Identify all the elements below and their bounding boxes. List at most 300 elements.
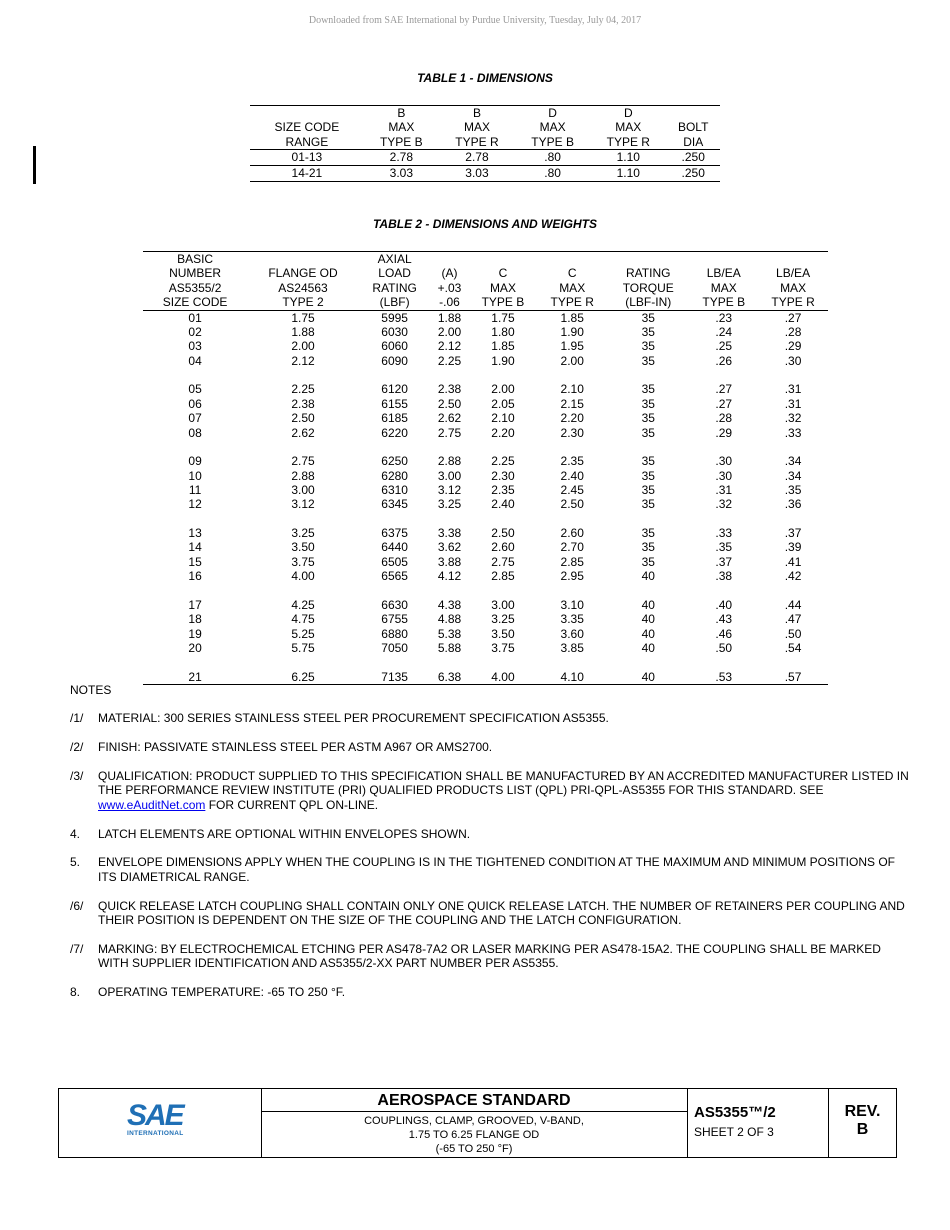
table-cell: 35	[641, 325, 655, 340]
table-cell: 3.50	[491, 626, 515, 641]
table-cell: 3.25	[491, 612, 515, 627]
note-text	[98, 740, 910, 754]
table-cell: 2.45	[560, 483, 584, 498]
table-cell: .80	[515, 150, 590, 166]
table-row	[143, 497, 828, 511]
table-cell: 35	[641, 411, 655, 426]
table-header-row	[143, 295, 828, 310]
table-cell: .28	[715, 411, 733, 426]
table-header-cell: +.03	[437, 280, 462, 295]
table-cell: 35	[641, 339, 655, 354]
table-cell: 2.30	[491, 468, 515, 483]
table-cell: .30	[715, 468, 733, 483]
table-cell: 6310	[381, 483, 408, 498]
table-cell: .47	[784, 612, 802, 627]
table-cell: .37	[715, 554, 733, 569]
table-cell: .38	[715, 569, 733, 584]
note-item	[70, 899, 910, 928]
table-cell: .43	[715, 612, 733, 627]
table-cell: 40	[641, 626, 655, 641]
table-cell: .33	[784, 425, 802, 440]
table-cell: 2.62	[437, 411, 462, 426]
table-cell: 3.03	[439, 166, 515, 182]
table-cell: 40	[641, 597, 655, 612]
table-cell: 1.10	[590, 166, 666, 182]
table-cell: 2.62	[291, 425, 315, 440]
table-cell: .50	[715, 641, 733, 656]
table-header-cell: SIZE CODE	[274, 120, 340, 135]
table-cell: 3.00	[437, 468, 462, 483]
table-cell: 1.85	[491, 339, 515, 354]
table-cell: 2.00	[291, 339, 315, 354]
table-header-cell: B	[472, 106, 481, 120]
table-cell: 6630	[381, 597, 408, 612]
note-item	[70, 769, 910, 812]
note-number: 8.	[70, 985, 81, 1000]
table-cell: 3.50	[291, 540, 315, 555]
note-text-body: QUICK RELEASE LATCH COUPLING SHALL CONTAIN ONLY ONE QUICK RELEASE LATCH. THE NUMBER OF RETAINERS PER COUPLING AND THEIR POSITION IS DEPENDENT ON THE SIZE OF THE COUPLING AND THE LATCH CONFIGURATION.	[98, 898, 905, 928]
table-cell: .250	[666, 150, 720, 166]
table-cell: 07	[188, 411, 202, 426]
note-text-body: LATCH ELEMENTS ARE OPTIONAL WITHIN ENVELOPES SHOWN.	[98, 826, 471, 841]
table-cell: 2.60	[491, 540, 515, 555]
table-cell: .31	[715, 483, 733, 498]
standard-heading: AEROSPACE STANDARD	[261, 1089, 687, 1112]
note-text	[98, 985, 910, 999]
table-cell: .27	[784, 310, 802, 325]
table-cell: 6755	[381, 612, 408, 627]
table-header-cell: D	[548, 106, 557, 120]
note-text-body: MATERIAL: 300 SERIES STAINLESS STEEL PER PROCUREMENT SPECIFICATION AS5355.	[98, 711, 609, 726]
table-header-cell: (A)	[441, 266, 458, 281]
table-cell: 2.88	[291, 468, 315, 483]
table-cell: 2.05	[491, 396, 515, 411]
table-header-cell: TYPE R	[439, 135, 515, 150]
note-text	[98, 942, 910, 971]
table-header-row	[250, 135, 720, 150]
table-row	[143, 641, 828, 655]
note-text-body: MARKING: BY ELECTROCHEMICAL ETCHING PER AS478-7A2 OR LASER MARKING PER AS478-15A2. THE COUPLING SHALL BE MARKED WITH SUPPLIER IDENTIFICATION AND AS5355/2-XX PART NUMBER PER AS5355.	[98, 941, 881, 971]
table-header-cell: TYPE R	[758, 295, 828, 310]
table-cell: 03	[188, 339, 202, 354]
table-cell: 2.60	[560, 526, 584, 541]
table-cell: .30	[715, 454, 733, 469]
table-cell: 2.50	[291, 411, 315, 426]
table-cell: .34	[784, 468, 802, 483]
table-cell: 35	[641, 310, 655, 325]
table-header-cell: LB/EA	[706, 266, 741, 281]
table-cell: 3.03	[364, 166, 439, 182]
table-cell: 2.95	[560, 569, 584, 584]
table-cell: .31	[784, 382, 802, 397]
table-cell: 18	[188, 612, 202, 627]
table-cell: 3.75	[291, 554, 315, 569]
note-number: 5.	[70, 855, 81, 870]
table-header-cell: BASIC	[177, 252, 214, 266]
table-cell: 19	[188, 626, 202, 641]
table-cell: 3.25	[291, 526, 315, 541]
table-cell: .32	[784, 411, 802, 426]
table-cell: 2.85	[560, 554, 584, 569]
table-cell: 35	[641, 497, 655, 512]
table-cell: .28	[784, 325, 802, 340]
table-cell: 1.95	[560, 339, 584, 354]
table-row	[143, 540, 828, 554]
table-header-cell: TYPE B	[364, 135, 439, 150]
table-cell: 3.88	[437, 554, 462, 569]
table-cell: 2.38	[291, 396, 315, 411]
table-header-cell	[250, 106, 364, 121]
table-header-cell	[758, 252, 828, 267]
note-text	[98, 711, 910, 725]
table-row	[143, 368, 828, 397]
table-cell: 1.90	[491, 353, 515, 368]
table-cell: .34	[784, 454, 802, 469]
note-number: /2/	[70, 740, 84, 755]
table-cell: .33	[715, 526, 733, 541]
note-item	[70, 985, 910, 999]
table-cell: 6220	[381, 425, 408, 440]
table-cell: 6565	[381, 569, 408, 584]
subtitle-line: 1.75 TO 6.25 FLANGE OD	[408, 1129, 540, 1141]
table-cell: 4.00	[291, 569, 315, 584]
table-cell: 06	[188, 396, 202, 411]
table-cell: 35	[641, 540, 655, 555]
table-row	[143, 426, 828, 440]
table-cell: .26	[715, 353, 733, 368]
table-header-cell: MAX	[539, 120, 566, 135]
table-cell: 21	[188, 669, 202, 684]
table-header-cell: MAX	[388, 120, 415, 135]
table-cell: .57	[784, 669, 802, 684]
table-cell: 4.75	[291, 612, 315, 627]
table-header-cell: AS24563	[278, 280, 328, 295]
table-cell: 2.50	[437, 396, 462, 411]
table-row	[143, 411, 828, 425]
table-cell: 3.00	[491, 597, 515, 612]
table-header-cell: AXIAL	[377, 252, 412, 266]
table-cell: 2.88	[437, 454, 462, 469]
table-header-cell: (LBF)	[359, 295, 431, 310]
table-header-cell: D	[623, 106, 633, 120]
table-cell: 3.60	[560, 626, 584, 641]
table-cell: 3.12	[291, 497, 315, 512]
table-cell: 1.75	[291, 310, 315, 325]
table-cell: 01	[188, 310, 202, 325]
table-cell: 35	[641, 454, 655, 469]
table-cell: 2.00	[437, 325, 462, 340]
table-header-cell: FLANGE OD	[268, 266, 338, 281]
table-cell: .27	[715, 396, 733, 411]
note-number: /1/	[70, 711, 84, 726]
table-cell: .24	[715, 325, 733, 340]
table-cell: 6.25	[291, 669, 315, 684]
table-cell: 1.88	[437, 310, 462, 325]
table-cell: 2.15	[560, 396, 584, 411]
table-header-row	[143, 281, 828, 295]
table-cell: 40	[641, 612, 655, 627]
table-cell: 5.38	[437, 626, 462, 641]
table-cell: 11	[188, 483, 202, 498]
table-cell: 35	[641, 425, 655, 440]
table-cell: 6.38	[437, 669, 462, 684]
table-row	[250, 150, 720, 166]
table-header-cell: MAX	[489, 280, 516, 295]
table-cell: 5.75	[291, 641, 315, 656]
table-cell: 6060	[381, 339, 408, 354]
table-cell: 6155	[381, 396, 408, 411]
table-cell: 6880	[381, 626, 408, 641]
table-cell: 2.20	[560, 411, 584, 426]
table-cell: .23	[715, 310, 733, 325]
table-cell: 3.85	[560, 641, 584, 656]
table2-title: TABLE 2 - DIMENSIONS AND WEIGHTS	[372, 217, 597, 231]
table-header-cell: MAX	[780, 280, 807, 295]
table-cell: 40	[641, 669, 655, 684]
table-cell: 2.35	[491, 483, 515, 498]
table-header-cell: RATING	[372, 280, 417, 295]
table-row	[143, 627, 828, 641]
table-cell: 4.00	[491, 669, 515, 684]
sae-logo-cell	[59, 1089, 262, 1157]
note-number: 4.	[70, 826, 81, 841]
table-cell: 10	[188, 468, 202, 483]
title-block	[58, 1088, 897, 1158]
table-cell: .42	[784, 569, 802, 584]
table-row	[143, 397, 828, 411]
table-cell: .29	[715, 425, 733, 440]
table-cell: 2.40	[560, 468, 584, 483]
table-cell: 2.25	[437, 353, 462, 368]
table-cell: 3.38	[437, 526, 462, 541]
table-cell: 2.00	[491, 382, 515, 397]
table-cell: 2.75	[437, 425, 462, 440]
table-header-cell: -.06	[430, 295, 468, 310]
table-cell: 35	[641, 396, 655, 411]
table-header-cell: C	[567, 266, 577, 281]
table-header-cell: RANGE	[250, 135, 364, 150]
table-cell: 2.85	[491, 569, 515, 584]
table-cell: 6250	[381, 454, 408, 469]
table-header-cell	[537, 252, 607, 267]
table-cell: 35	[641, 468, 655, 483]
table-cell: .80	[515, 166, 590, 182]
table-cell: 3.75	[491, 641, 515, 656]
table-header-cell: SIZE CODE	[143, 295, 247, 310]
table-row	[250, 166, 720, 182]
sae-logo	[127, 1101, 193, 1137]
table-cell: 6505	[381, 554, 408, 569]
qpl-link[interactable]: www.eAuditNet.com	[98, 797, 206, 812]
table-header-cell: MAX	[463, 120, 490, 135]
table-header-cell	[666, 106, 720, 121]
table-cell: 05	[188, 382, 202, 397]
table-cell: .53	[715, 669, 733, 684]
standard-subtitle	[261, 1112, 687, 1156]
table-cell: .31	[784, 396, 802, 411]
table-cell: 14	[188, 540, 202, 555]
table-cell: 6280	[381, 468, 408, 483]
table-header-cell	[607, 252, 689, 267]
table-cell: .30	[784, 353, 802, 368]
notes-list	[70, 711, 910, 999]
table-header-cell: TYPE B	[689, 295, 758, 310]
table-row	[143, 512, 828, 541]
table-cell: 2.25	[491, 454, 515, 469]
revision-value: B	[856, 1121, 869, 1138]
table-cell: 2.25	[291, 382, 315, 397]
table-header-cell: TORQUE	[622, 280, 674, 295]
table-cell: 04	[188, 353, 202, 368]
table-header-row	[143, 252, 828, 267]
table-header-cell: LB/EA	[776, 266, 811, 281]
table-cell: 3.00	[291, 483, 315, 498]
note-text	[98, 769, 910, 812]
table-cell: 4.88	[437, 612, 462, 627]
table-cell: 4.10	[560, 669, 584, 684]
note-text-body: OPERATING TEMPERATURE: -65 TO 250 °F.	[98, 985, 346, 1000]
table-cell: 08	[188, 425, 202, 440]
table-cell: 09	[188, 454, 202, 469]
table-cell: 35	[641, 554, 655, 569]
table-cell: .35	[715, 540, 733, 555]
table-cell: 7050	[381, 641, 408, 656]
table-header-cell: TYPE R	[537, 295, 607, 310]
table-header-row	[250, 120, 720, 134]
table-cell: .41	[784, 554, 802, 569]
table-cell: 4.12	[437, 569, 462, 584]
notes-section	[70, 683, 910, 1014]
table-cell: 6120	[381, 382, 408, 397]
table-header-cell: DIA	[666, 135, 720, 150]
table-row	[143, 354, 828, 368]
subtitle-line: COUPLINGS, CLAMP, GROOVED, V-BAND,	[364, 1115, 584, 1127]
note-text	[98, 899, 910, 928]
table-cell: 13	[188, 526, 202, 541]
table-cell: 14-21	[250, 166, 364, 182]
table-row	[143, 440, 828, 469]
subtitle-line: (-65 TO 250 °F)	[435, 1143, 513, 1155]
table-cell: 2.78	[439, 150, 515, 166]
table-row	[143, 569, 828, 583]
table-cell: 1.90	[560, 325, 584, 340]
table-cell: .44	[784, 597, 802, 612]
table-cell: .250	[666, 166, 720, 182]
table-cell: 2.10	[491, 411, 515, 426]
note-number: /3/	[70, 769, 84, 783]
table-cell: 2.12	[291, 353, 315, 368]
note-text-body: FINISH: PASSIVATE STAINLESS STEEL PER ASTM A967 OR AMS2700.	[98, 740, 493, 755]
table-header-cell: BOLT	[677, 120, 709, 135]
notes-heading: NOTES	[70, 683, 112, 697]
table-header-cell: AS5355/2	[168, 280, 222, 295]
table-cell: 40	[641, 569, 655, 584]
table-cell: 2.38	[437, 382, 462, 397]
table-cell: 35	[641, 353, 655, 368]
table-header-cell: TYPE 2	[247, 295, 359, 310]
table-cell: 2.12	[437, 339, 462, 354]
table-cell: .25	[715, 339, 733, 354]
table-row	[143, 310, 828, 325]
table-cell: .46	[715, 626, 733, 641]
table-cell: 35	[641, 526, 655, 541]
table-row	[143, 656, 828, 685]
note-item	[70, 855, 910, 884]
table-header-cell: TYPE B	[469, 295, 538, 310]
note-number: /6/	[70, 898, 84, 913]
table-cell: 12	[188, 497, 202, 512]
note-text-body: ENVELOPE DIMENSIONS APPLY WHEN THE COUPLING IS IN THE TIGHTENED CONDITION AT THE MAXIMUM AND MINIMUM POSITIONS OF ITS DIAMETRICAL RANGE.	[98, 855, 896, 884]
table2-dimensions-weights	[143, 251, 828, 685]
table-header-cell	[430, 252, 468, 267]
table-cell: 1.80	[491, 325, 515, 340]
note-item	[70, 827, 910, 841]
table-header-cell: B	[397, 106, 406, 120]
table-header-cell	[689, 252, 758, 267]
table-cell: 2.75	[291, 454, 315, 469]
table-row	[143, 584, 828, 613]
table-cell: .50	[784, 626, 802, 641]
table-header-cell: RATING	[626, 266, 671, 281]
table-cell: 6090	[381, 353, 408, 368]
table-cell: 5.88	[437, 641, 462, 656]
table-cell: 35	[641, 483, 655, 498]
table-cell: 20	[188, 641, 202, 656]
table-cell: .54	[784, 641, 802, 656]
table-header-cell: MAX	[559, 280, 586, 295]
table-cell: 40	[641, 641, 655, 656]
table-cell: 2.30	[560, 425, 584, 440]
table-cell: 2.70	[560, 540, 584, 555]
table-cell: 17	[188, 597, 202, 612]
note-item	[70, 740, 910, 754]
table-cell: 2.40	[491, 497, 515, 512]
table-cell: 6440	[381, 540, 408, 555]
table-cell: 1.88	[291, 325, 315, 340]
table-header-cell	[247, 252, 359, 267]
table-cell: .37	[784, 526, 802, 541]
note-item	[70, 711, 910, 725]
revision-change-bar	[33, 146, 36, 184]
table-header-cell: MAX	[615, 120, 642, 135]
table-cell: 6185	[381, 411, 408, 426]
sae-logo-subtext: INTERNATIONAL	[127, 1130, 184, 1137]
note-text-body: QUALIFICATION: PRODUCT SUPPLIED TO THIS SPECIFICATION SHALL BE MANUFACTURED BY AN ACCREDITED MANUFACTURER LISTED IN THE PERFORMANCE REVIEW INSTITUTE (PRI) QUALIFIED PRODUCTS LIST (QPL) PRI-QPL-AS5355 FOR THIS STANDARD. SEE	[98, 769, 909, 798]
table-cell: 2.78	[364, 150, 439, 166]
revision-label: REV.	[844, 1103, 881, 1120]
table-row	[143, 469, 828, 483]
table-cell: 7135	[381, 669, 408, 684]
table-header-cell: LOAD	[378, 266, 411, 281]
table-cell: 4.25	[291, 597, 315, 612]
table-cell: 3.62	[437, 540, 462, 555]
table1-title: TABLE 1 - DIMENSIONS	[417, 71, 553, 85]
table-row	[143, 339, 828, 353]
table-cell: 3.12	[437, 483, 462, 498]
sae-logo-mark: SAE	[127, 1099, 183, 1132]
table-row	[143, 612, 828, 626]
table-cell: 2.50	[560, 497, 584, 512]
table-cell: 5.25	[291, 626, 315, 641]
table-cell: 6375	[381, 526, 408, 541]
table-cell: 4.38	[437, 597, 462, 612]
table-cell: 15	[188, 554, 202, 569]
table-cell: 2.00	[560, 353, 584, 368]
table-header-cell: TYPE R	[590, 135, 666, 150]
note-text	[98, 855, 910, 884]
table-cell: 2.10	[560, 382, 584, 397]
note-text-tail: FOR CURRENT QPL ON-LINE.	[205, 797, 379, 812]
